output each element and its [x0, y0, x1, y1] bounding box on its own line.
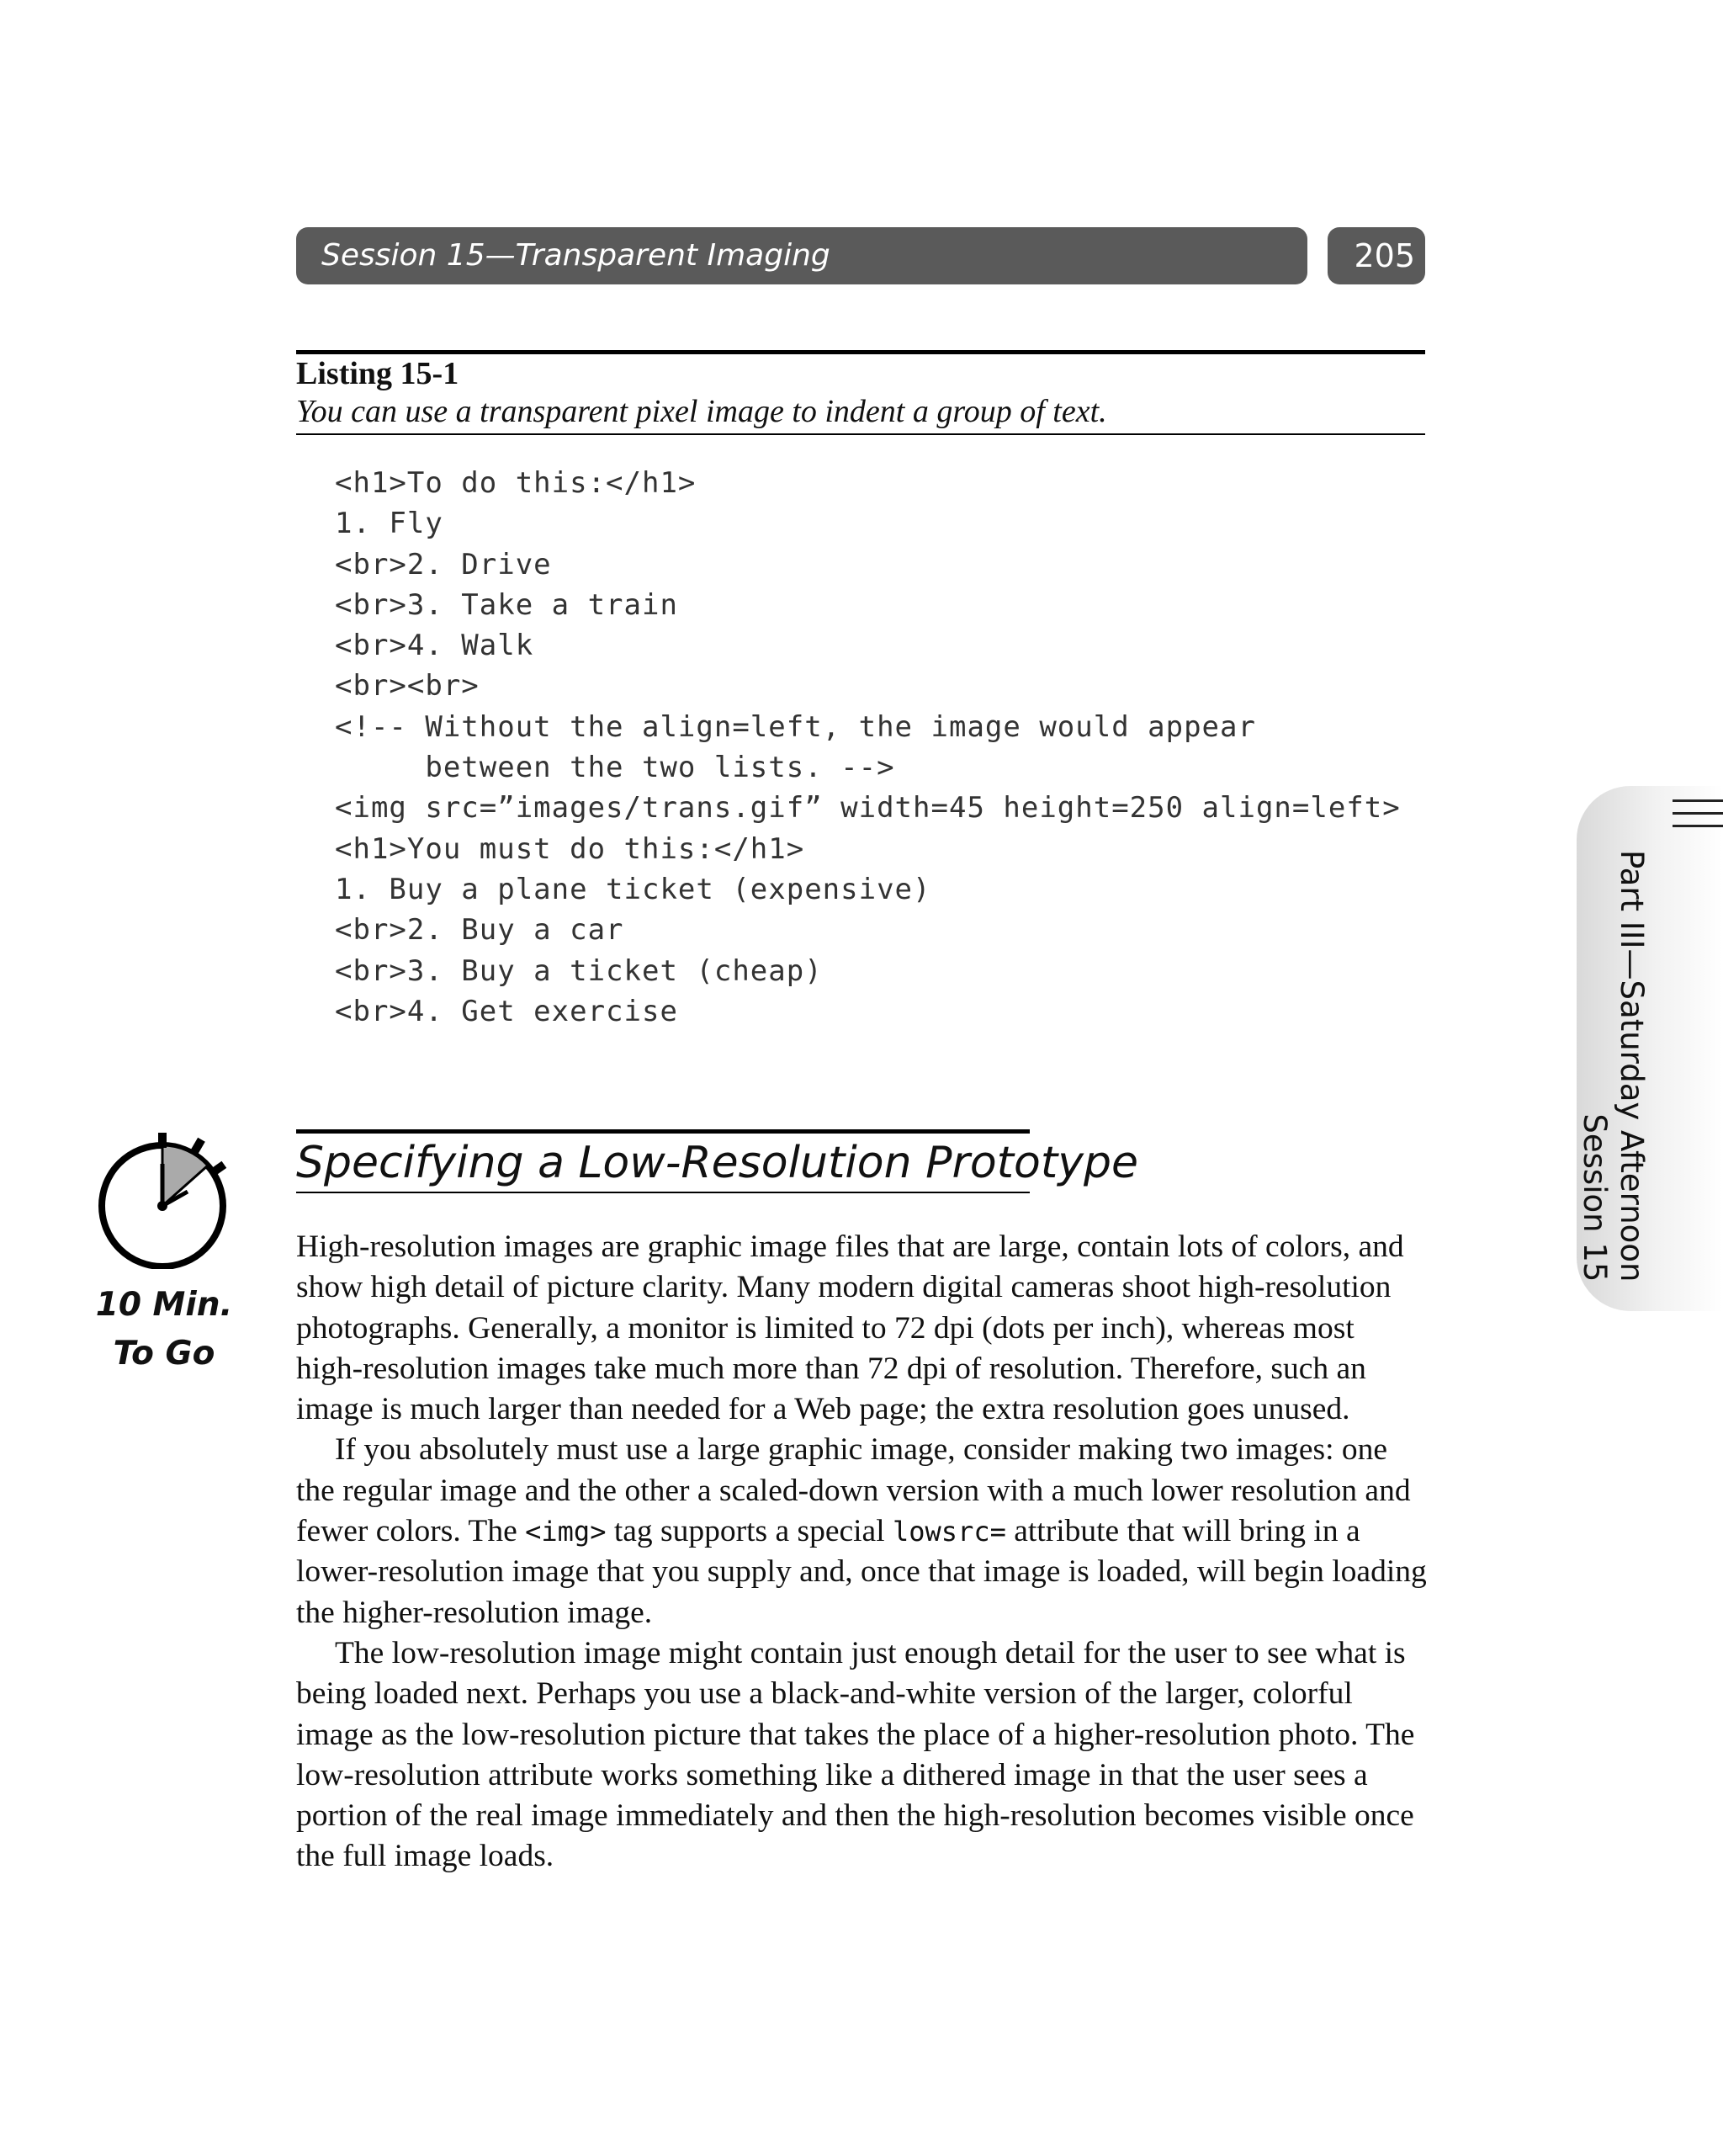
code-line: between the two lists. -->	[335, 751, 895, 785]
thumb-tab-lines	[1673, 799, 1723, 837]
code-line: 1. Buy a plane ticket (expensive)	[335, 872, 931, 906]
time-remaining-minutes: 10 Min.	[95, 1286, 233, 1324]
thumb-tab-part: Part III—Saturday Afternoon	[1614, 850, 1650, 1282]
thumb-tab-label	[1576, 850, 1650, 1282]
section-heading: Specifying a Low-Resolution Prototype	[296, 1138, 1139, 1188]
code-line: <br>4. Walk	[335, 629, 534, 663]
inline-code-lowsrc: lowsrc=	[893, 1516, 1006, 1548]
paragraph: The low-resolution image might contain just enough detail for the user to see what is being loaded next. Perhaps you use a black-and-white version of the larger, colorful image as the low-resolution picture that takes the place of a higher-resolution photo. The low-resolution attribute works something like a dithered image in that the user sees a portion of the real image immediately and then the high-resolution becomes visible once the full image loads.	[296, 1635, 1415, 1874]
code-line: <br>3. Take a train	[335, 587, 678, 622]
inline-code-img: <img>	[525, 1516, 607, 1548]
code-listing	[335, 463, 1401, 1032]
code-line: <!-- Without the align=left, the image would appear	[335, 709, 1256, 744]
thumb-tab-session: Session 15	[1577, 1113, 1613, 1282]
paragraph	[296, 1430, 1427, 1633]
paragraph-text: attribute that will bring in a lower-resolution image that you supply and, once that image is loaded, will begin loading the higher-resolution image.	[296, 1514, 1427, 1630]
listing-bottom-rule	[296, 433, 1425, 435]
code-line: <br><br>	[335, 669, 480, 704]
section-bottom-rule	[296, 1192, 1030, 1193]
paragraph: High-resolution images are graphic image files that are large, contain lots of colors, and show high detail of picture clarity. Many modern digital cameras shoot high-resolution photographs. Generally, a monitor is limited to 72 dpi (dots per inch), whereas most high-resolution images take much more than 72 dpi of resolution. Therefore, such an image is much larger than needed for a Web page; the extra resolution goes unused.	[296, 1229, 1404, 1427]
listing-label: Listing 15-1	[296, 356, 459, 391]
code-line: <br>4. Get exercise	[335, 994, 678, 1028]
time-remaining-label	[84, 1281, 244, 1378]
code-line: <br>3. Buy a ticket (cheap)	[335, 953, 823, 988]
code-line: <br>2. Buy a car	[335, 913, 624, 948]
listing-caption: You can use a transparent pixel image to indent a group of text.	[296, 394, 1107, 429]
paragraph-text: tag supports a special	[606, 1514, 893, 1549]
code-line: 1. Fly	[335, 507, 443, 541]
code-line: <img src=”images/trans.gif” width=45 height=250 align=left>	[335, 791, 1401, 826]
running-header-title: Session 15—Transparent Imaging	[321, 238, 830, 273]
page-number: 205	[1328, 227, 1425, 284]
listing-top-rule	[296, 350, 1425, 354]
time-remaining-suffix: To Go	[113, 1335, 215, 1373]
code-line: <br>2. Drive	[335, 547, 552, 581]
stopwatch-icon	[91, 1126, 234, 1269]
code-line: <h1>To do this:</h1>	[335, 466, 697, 500]
paragraph-text: If you absolutely must use a large graphic image, consider making two images: one the regular image and the other a scaled-down version with a much lower resolution and fewer colors. The	[296, 1432, 1411, 1549]
section-top-rule	[296, 1129, 1030, 1134]
body-text	[296, 1227, 1427, 1877]
code-line: <h1>You must do this:</h1>	[335, 831, 805, 866]
